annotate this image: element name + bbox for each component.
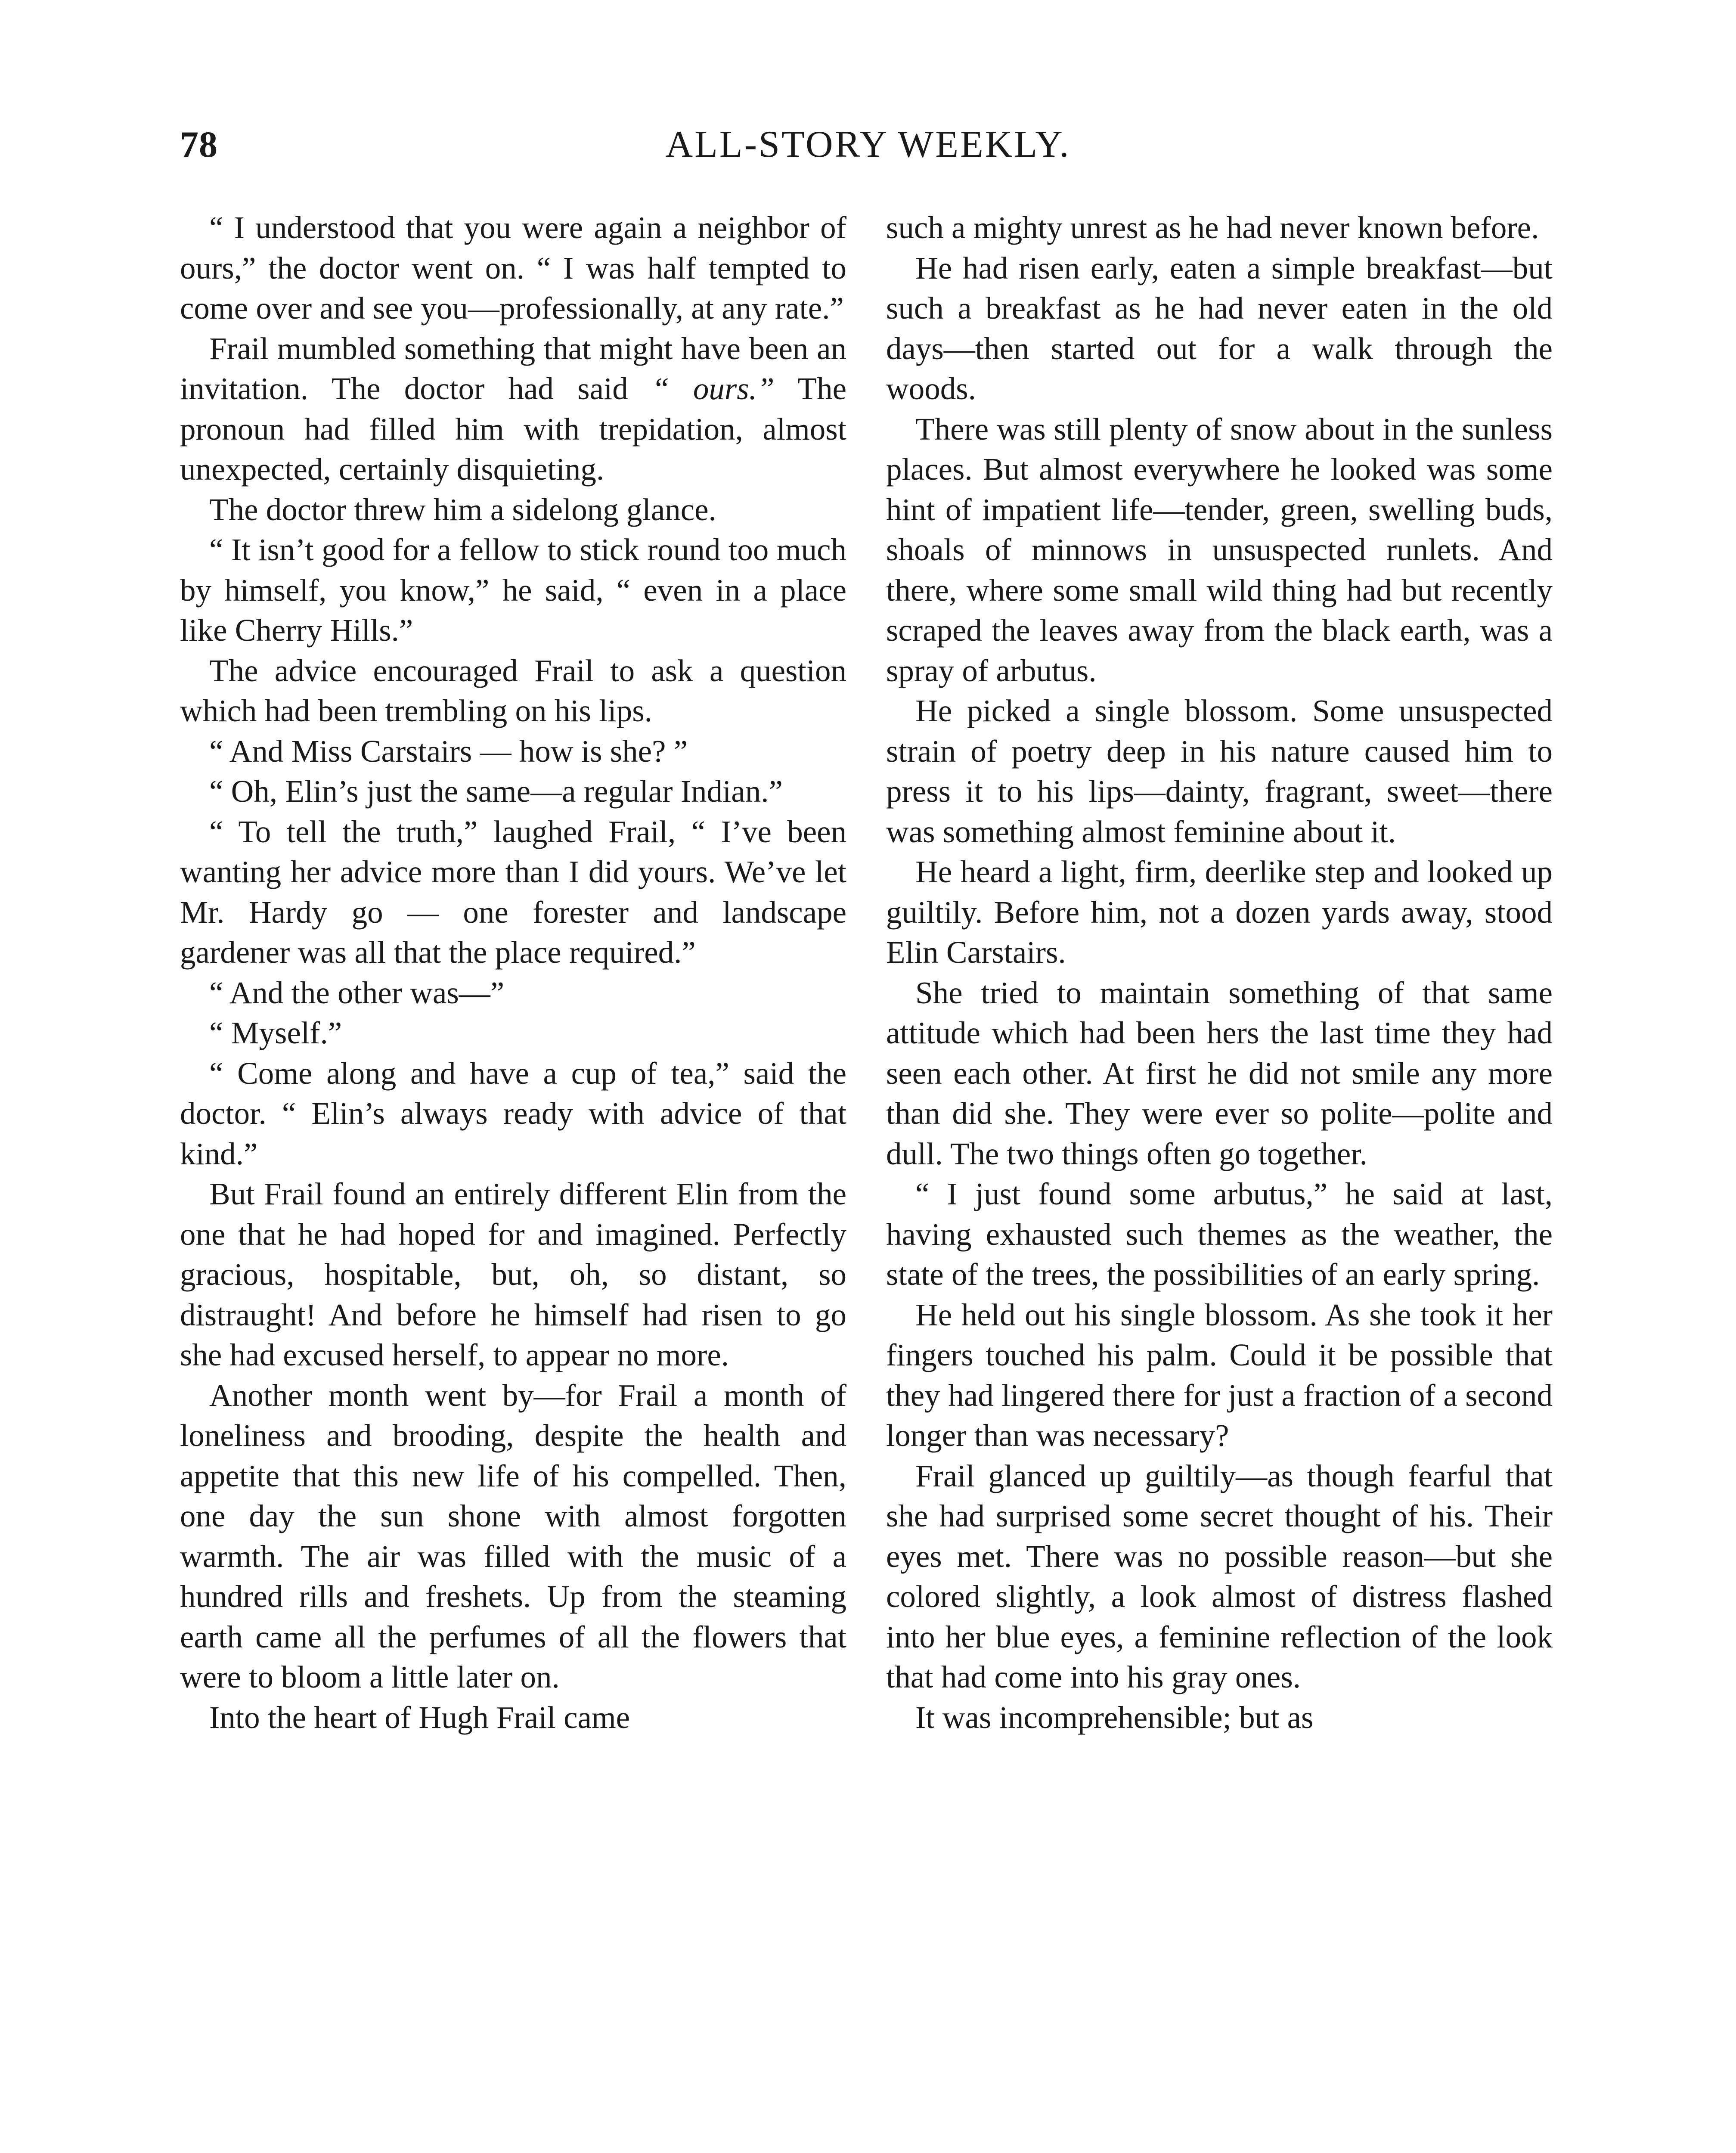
paragraph-text: Frail mumbled something that might have been an invitation. The doctor had said	[180, 331, 846, 406]
paragraph: He heard a light, firm, deerlike step and looked up guiltily. Before him, not a dozen yards away, stood Elin Carstairs.	[886, 854, 1553, 970]
right-column	[886, 208, 1553, 1737]
paragraph: He held out his single blossom. As she took it her fingers touched his palm. Could it be possible that they had lingered there for just a fraction of a second longer than was necessary?	[886, 1297, 1553, 1453]
paragraph: “ I understood that you were again a neighbor of ours,” the doctor went on. “ I was half tempted to come over and see you—professionally, at any rate.”	[180, 210, 846, 326]
paragraph: But Frail found an entirely different Elin from the one that he had hoped for and imagined. Perfectly gracious, hospitable, but, oh, so distant, so distraught! And before he himself had risen to go she had excused herself, to appear no more.	[180, 1176, 846, 1372]
page-number: 78	[180, 124, 218, 165]
paragraph: There was still plenty of snow about in the sunless places. But almost everywhere he looked was some hint of impatient life—tender, green, swelling buds, shoals of minnows in unsuspected runlets. And there, where some small wild thing had but recently scraped the leaves away from the black earth, was a spray of arbutus.	[886, 411, 1553, 688]
paragraph: “ It isn’t good for a fellow to stick round too much by himself, you know,” he said, “ even in a place like Cherry Hills.”	[180, 532, 846, 648]
italic-word: “ ours.”	[652, 371, 775, 406]
paragraph: Into the heart of Hugh Frail came	[209, 1700, 630, 1735]
paragraph-continuation: such a mighty unrest as he had never known before.	[886, 210, 1539, 245]
paragraph: “ And Miss Carstairs — how is she? ”	[209, 733, 688, 769]
paragraph: He had risen early, eaten a simple breakfast—but such a breakfast as he had never eaten in the old days—then started out for a walk through the woods.	[886, 250, 1553, 406]
paragraph: “ To tell the truth,” laughed Frail, “ I’ve been wanting her advice more than I did yours. We’ve let Mr. Hardy go — one forester and landscape gardener was all that the place required.”	[180, 814, 846, 970]
paragraph: It was incomprehensible; but as	[915, 1700, 1314, 1735]
paragraph: Frail glanced up guiltily—as though fearful that she had surprised some secret thought of his. Their eyes met. There was no possible reason—but she colored slightly, a look almost of distress flashed into her blue eyes, a feminine reflection of the look that had come into his gray ones.	[886, 1458, 1553, 1694]
running-head: ALL-STORY WEEKLY.	[665, 124, 1071, 165]
paragraph: “ I just found some arbutus,” he said at last, having exhausted such themes as the weather, the state of the trees, the possibilities of an early spring.	[886, 1176, 1553, 1292]
paragraph: Another month went by—for Frail a month of loneliness and brooding, despite the health and appetite that this new life of his compelled. Then, one day the sun shone with almost forgotten warmth. The air was filled with the music of a hundred rills and freshets. Up from the steaming earth came all the perfumes of all the flowers that were to bloom a little later on.	[180, 1377, 846, 1694]
paragraph: “ Myself.”	[209, 1015, 342, 1050]
paragraph: The doctor threw him a sidelong glance.	[209, 492, 716, 527]
paragraph-text: The pronoun had filled him with trepidation, almost unexpected, certainly disquieting.	[180, 371, 847, 487]
paragraph: “ Oh, Elin’s just the same—a regular Indian.”	[209, 774, 783, 809]
paragraph: The advice encouraged Frail to ask a question which had been trembling on his lips.	[180, 653, 846, 728]
paragraph: She tried to maintain something of that same attitude which had been hers the last time they had seen each other. At first he did not smile any more than did she. They were ever so polite—polite and dull. The two things often go together.	[886, 975, 1553, 1171]
paragraph: “ And the other was—”	[209, 975, 505, 1010]
paragraph	[180, 329, 846, 490]
left-column	[180, 208, 846, 1737]
paragraph: “ Come along and have a cup of tea,” said the doctor. “ Elin’s always ready with advice of that kind.”	[180, 1055, 846, 1171]
paragraph: He picked a single blossom. Some unsuspected strain of poetry deep in his nature caused him to press it to his lips—dainty, fragrant, sweet—there was something almost feminine about it.	[886, 693, 1553, 849]
